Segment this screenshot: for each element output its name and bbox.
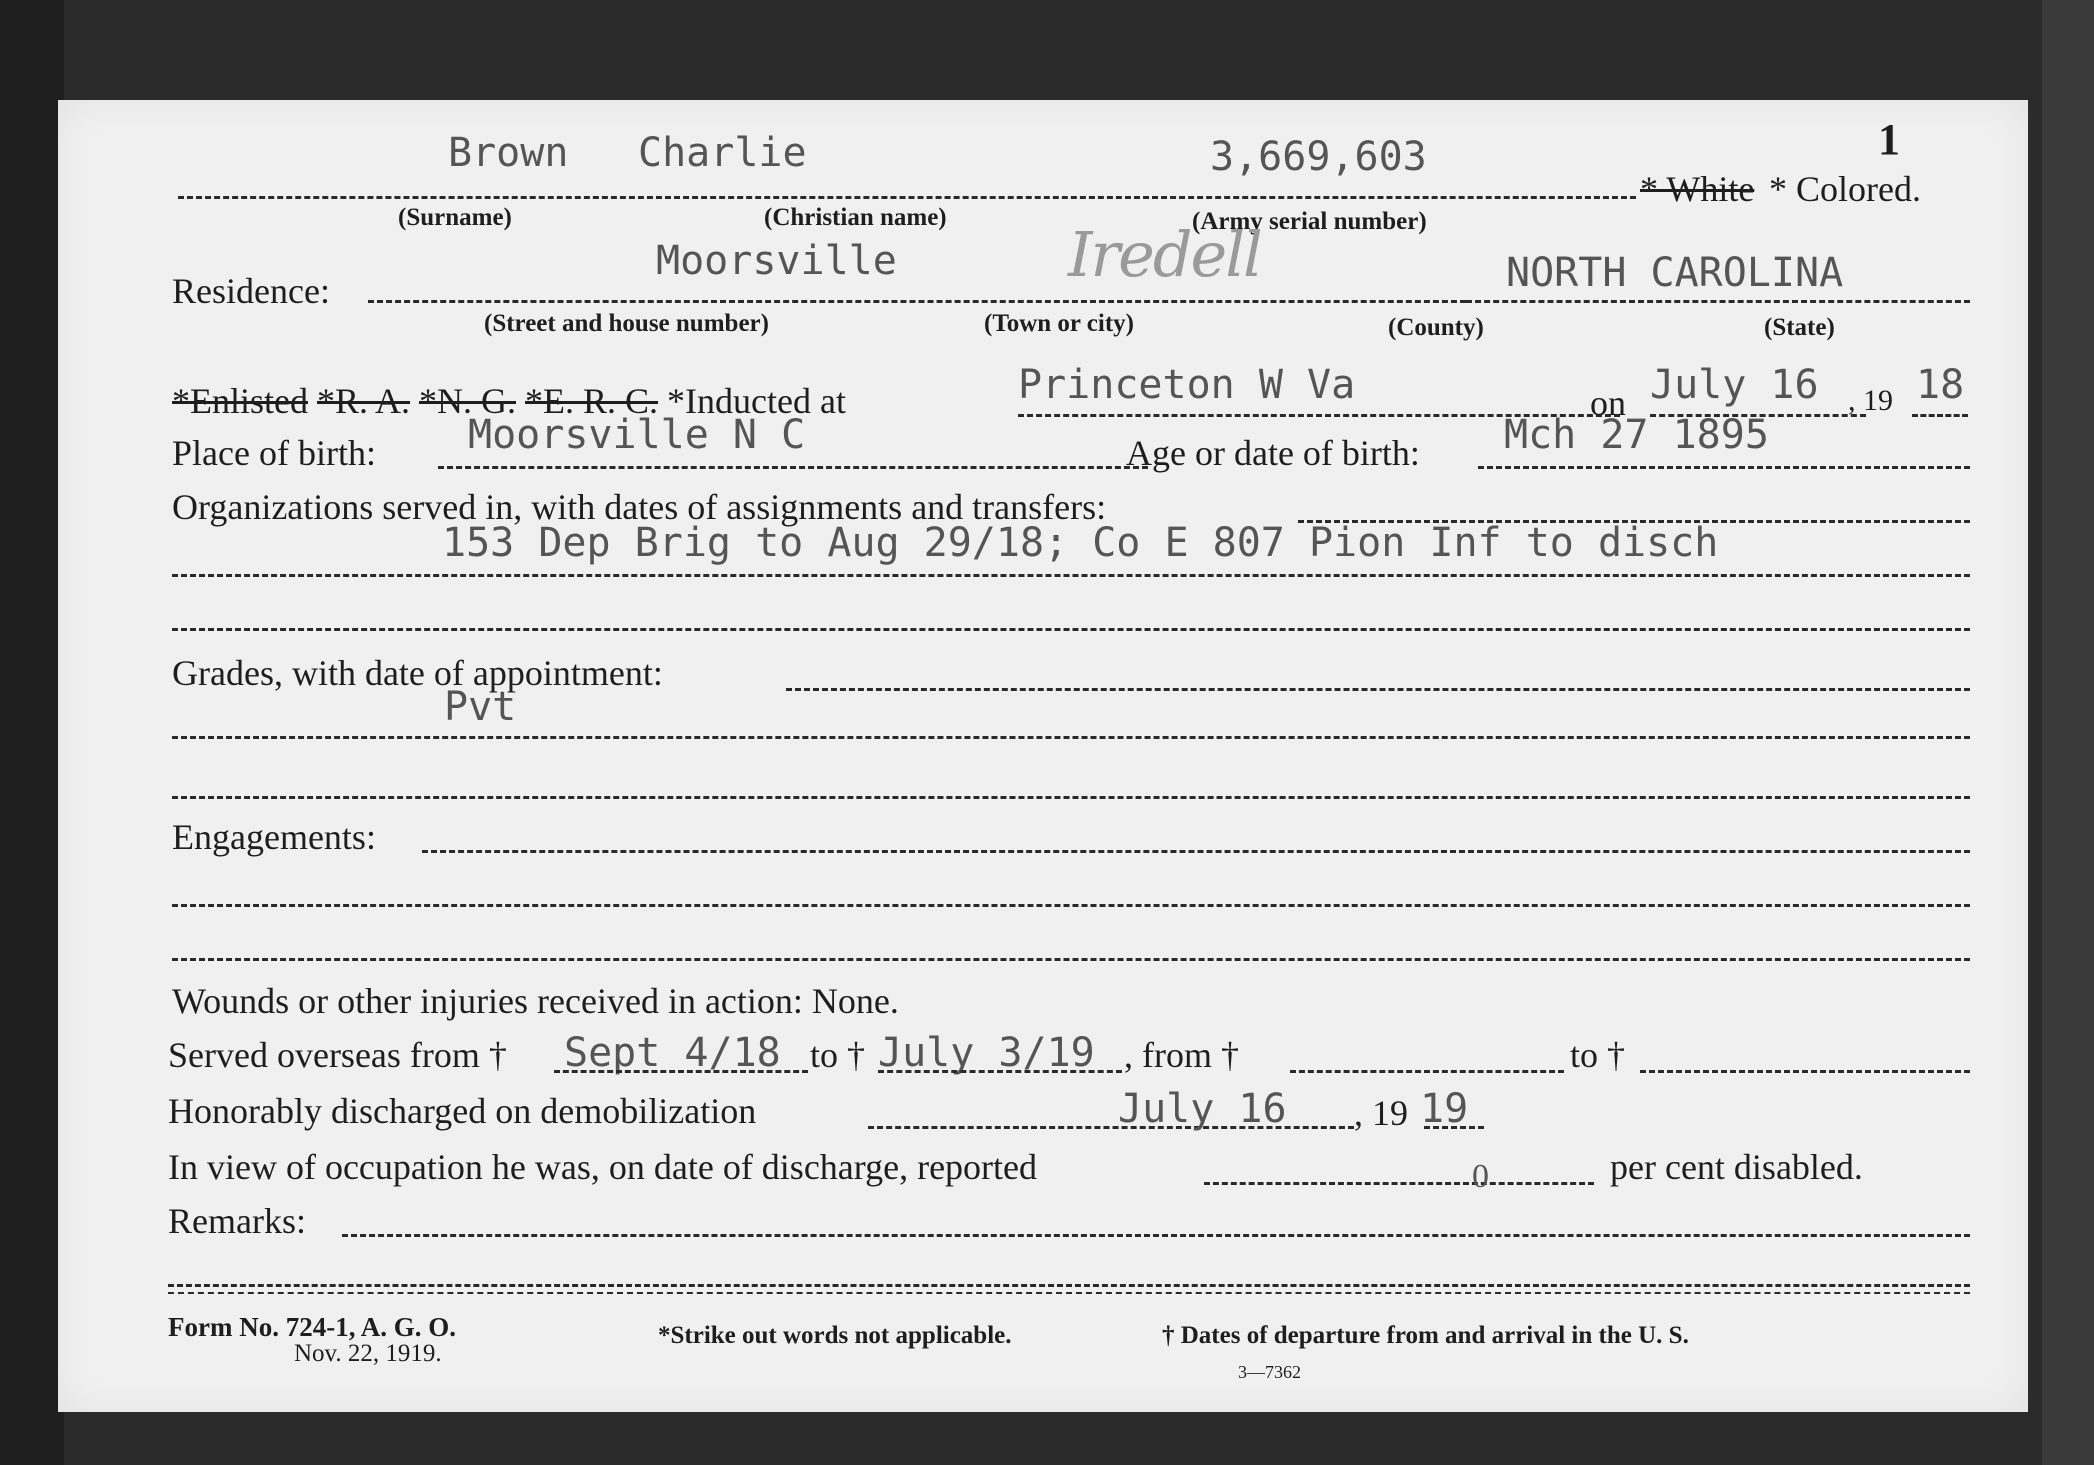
- disability-value: 0: [1472, 1158, 1489, 1195]
- overseas-from-line: [554, 1070, 808, 1073]
- wounds-label: Wounds or other injuries received in action: None.: [172, 981, 899, 1021]
- residence-town-value: Moorsville: [656, 238, 897, 284]
- date-of-birth-value: Mch 27 1895: [1504, 412, 1769, 458]
- town-caption: (Town or city): [984, 310, 1134, 337]
- inducted-at-value: Princeton W Va: [1018, 362, 1356, 408]
- engagements-line-2: [172, 958, 1970, 961]
- overseas-label: Served overseas from †: [168, 1035, 507, 1075]
- residence-county-handwritten: Iredell: [1068, 218, 1261, 291]
- organizations-value: 153 Dep Brig to Aug 29/18; Co E 807 Pion Inf to disch: [442, 520, 1719, 566]
- residence-line-2: [1466, 300, 1970, 303]
- overseas-to-line: [878, 1070, 1122, 1073]
- disability-label: In view of occupation he was, on date of discharge, reported: [168, 1147, 1038, 1187]
- remarks-line-2: [168, 1284, 1970, 1287]
- on-label: on: [1590, 383, 1626, 423]
- date-of-birth-line: [1478, 466, 1970, 469]
- scan-border-right: [2042, 0, 2094, 1465]
- engagements-line-1: [172, 904, 1970, 907]
- residence-line-1: [368, 300, 1466, 303]
- christian-name-value: Charlie: [638, 130, 807, 176]
- remarks-line-1: [342, 1234, 1970, 1237]
- grades-label: Grades, with date of appointment:: [172, 653, 663, 693]
- engagements-line-0: [422, 850, 1970, 853]
- date-of-birth-label: Age or date of birth:: [1126, 433, 1420, 473]
- organizations-line-1: [172, 574, 1970, 577]
- remarks-label: Remarks:: [168, 1201, 306, 1241]
- serial-number-value: 3,669,603: [1210, 134, 1427, 180]
- grades-line-1: [172, 736, 1970, 739]
- overseas-to-label: to †: [810, 1035, 866, 1075]
- overseas-from2-line: [1290, 1070, 1564, 1073]
- footnote-strike: *Strike out words not applicable.: [658, 1322, 1012, 1349]
- induction-line: *Enlisted *R. A. *N. G. *E. R. C. *Inducted at: [172, 381, 846, 421]
- induction-year-value: 18: [1916, 362, 1965, 408]
- state-caption: (State): [1764, 314, 1835, 341]
- street-caption: (Street and house number): [484, 310, 769, 337]
- remarks-line-3: [168, 1292, 1970, 1294]
- discharge-label: Honorably discharged on demobilization: [168, 1091, 757, 1131]
- place-of-birth-label: Place of birth:: [172, 433, 376, 473]
- place-of-birth-line: [438, 466, 1148, 469]
- form-number: Form No. 724-1, A. G. O.: [168, 1312, 456, 1342]
- induction-year-prefix: , 19: [1848, 384, 1893, 417]
- organizations-label: Organizations served in, with dates of assignments and transfers:: [172, 487, 1107, 527]
- footnote-dates: † Dates of departure from and arrival in the U. S.: [1162, 1322, 1689, 1349]
- overseas-from-value: Sept 4/18: [564, 1030, 781, 1076]
- grades-value: Pvt: [444, 684, 517, 730]
- surname-value: Brown: [448, 130, 569, 176]
- christian-name-caption: (Christian name): [764, 204, 947, 231]
- serial-number-caption: (Army serial number): [1192, 208, 1427, 235]
- overseas-from2-label: , from †: [1124, 1035, 1239, 1075]
- grades-line-2: [172, 796, 1970, 799]
- form-date: Nov. 22, 1919.: [294, 1340, 442, 1367]
- residence-label: Residence:: [172, 271, 330, 311]
- service-record-card: [58, 100, 2028, 1412]
- name-line: [178, 196, 1636, 199]
- surname-caption: (Surname): [398, 204, 512, 231]
- engagements-label: Engagements:: [172, 817, 376, 857]
- induction-date-value: July 16: [1650, 362, 1819, 408]
- scan-border-left: [0, 0, 64, 1465]
- race-white: * White: [1640, 169, 1755, 209]
- disability-line: [1204, 1182, 1594, 1185]
- discharge-year-prefix: , 19: [1354, 1093, 1408, 1133]
- overseas-to2-label: to †: [1570, 1035, 1626, 1075]
- discharge-date-value: July 16: [1118, 1086, 1287, 1132]
- print-code: 3—7362: [1238, 1362, 1301, 1382]
- overseas-to-value: July 3/19: [878, 1030, 1095, 1076]
- overseas-to2-line: [1640, 1070, 1970, 1073]
- grades-line-0: [786, 688, 1970, 691]
- disability-suffix: per cent disabled.: [1610, 1147, 1863, 1187]
- discharge-year-line: [1424, 1126, 1484, 1129]
- race-colored: * Colored.: [1769, 169, 1921, 209]
- induction-year-line: [1912, 414, 1968, 417]
- place-of-birth-value: Moorsville N C: [468, 412, 806, 458]
- organizations-line-2: [172, 628, 1970, 631]
- residence-state-value: NORTH CAROLINA: [1506, 250, 1844, 296]
- card-number: 1: [1878, 115, 1900, 164]
- county-caption: (County): [1388, 314, 1484, 341]
- discharge-year-value: 19: [1420, 1086, 1469, 1132]
